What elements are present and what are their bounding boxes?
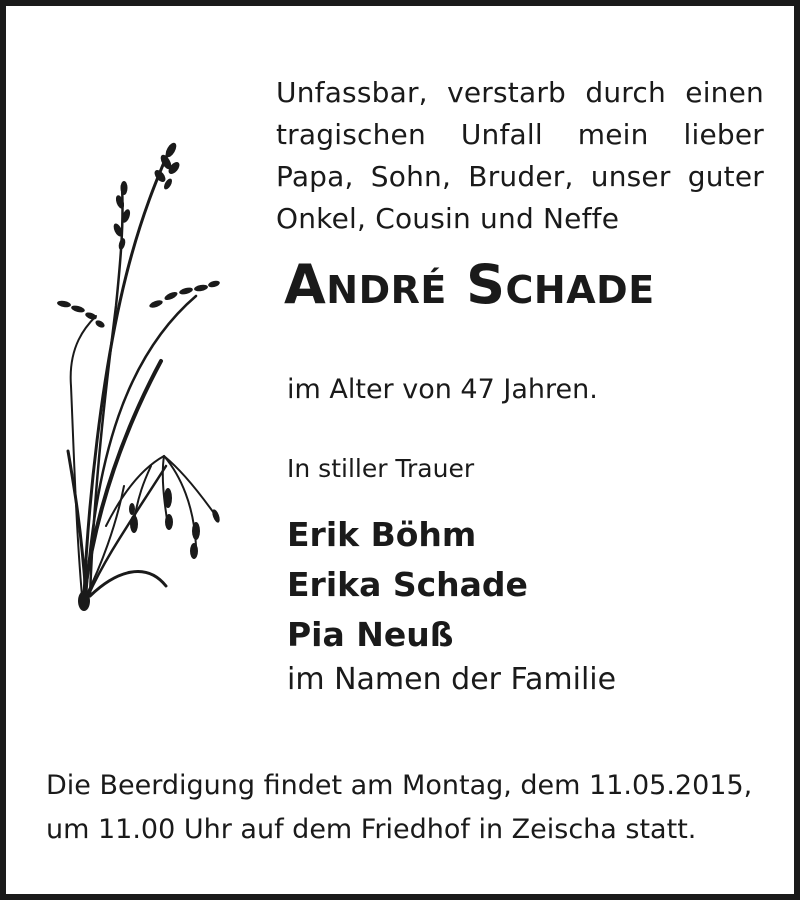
family-text: im Namen der Familie [287, 662, 617, 697]
mourner-name: Erika Schade [287, 565, 528, 604]
funeral-line: Die Beerdigung findet am Montag, dem 11.05.2015, [46, 770, 753, 801]
age-text: im Alter von 47 Jahren. [287, 374, 598, 405]
mourner-name: Erik Böhm [287, 515, 477, 554]
intro-text: Unfassbar, verstarb durch einen tragischen Unfall mein lieber Papa, Sohn, Bruder, unser guter Onkel, Cousin und Neffe [276, 76, 764, 235]
deceased-name: André Schade [284, 253, 655, 316]
mourners-list [287, 510, 528, 660]
funeral-line: um 11.00 Uhr auf dem Friedhof in Zeischa statt. [46, 814, 697, 845]
funeral-info [46, 764, 766, 852]
mourning-heading: In stiller Trauer [287, 454, 475, 483]
grass-icon [46, 126, 236, 626]
mourner-name: Pia Neuß [287, 615, 454, 654]
